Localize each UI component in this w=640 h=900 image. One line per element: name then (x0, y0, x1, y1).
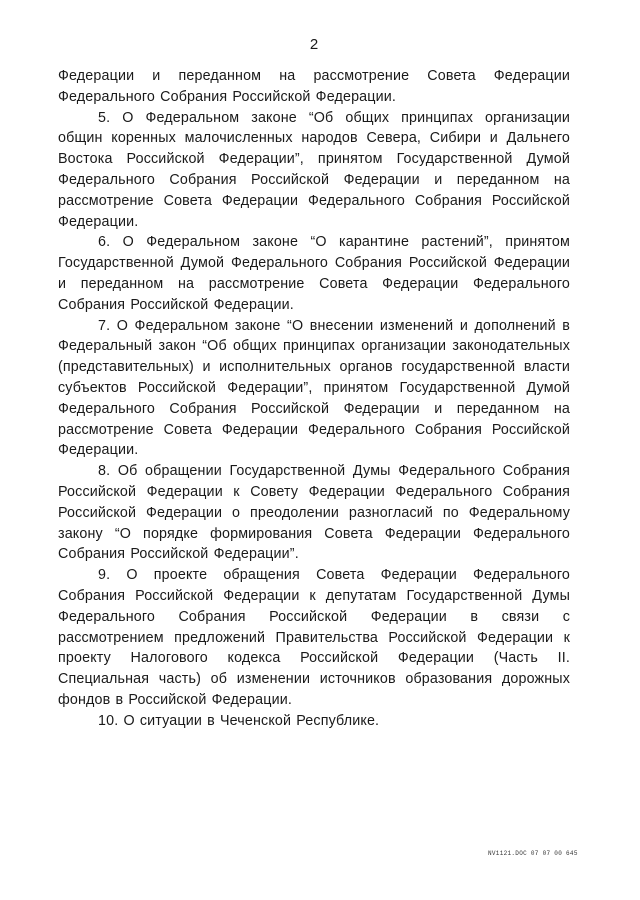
page-number: 2 (309, 36, 319, 53)
agenda-item-6: 6. О Федеральном законе “О карантине растений”, принятом Государственной Думой Федерального Собрания Российской Федерации и переданном на рассмотрение Совета Федерации Федерального Собрания Российской Федерации. (58, 234, 570, 313)
agenda-item-10: 10. О ситуации в Чеченской Республике. (98, 712, 380, 729)
document-file-code: NV1121.DOC 07 07 00 645 (488, 850, 578, 857)
agenda-item-9: 9. О проекте обращения Совета Федерации Федерального Собрания Российской Федерации к депутатам Государственной Думы Федерального Собрания Российской Федерации в связи с рассмотрением предложений Правительства Российской Федерации к проекту Налогового кодекса Российской Федерации (Часть II. Специальная часть) об изменении источников образования дорожных фондов в Российской Федерации. (58, 567, 570, 708)
agenda-item-5: 5. О Федеральном законе “Об общих принципах организации общин коренных малочисленных народов Севера, Сибири и Дальнего Востока Российской Федерации”, принятом Государственной Думой Федерального Собрания Российской Федерации и переданном на рассмотрение Совета Федерации Федерального Собрания Российской Федерации. (58, 109, 570, 230)
agenda-item-8: 8. Об обращении Государственной Думы Федерального Собрания Российской Федерации к Совету Федерации Федерального Собрания Российской Федерации о преодолении разногласий по Федеральному закону “О порядке формирования Совета Федерации Федерального Собрания Российской Федерации”. (58, 463, 570, 563)
document-body (58, 66, 570, 732)
paragraph-continuation: Федерации и переданном на рассмотрение Совета Федерации Федерального Собрания Российской Федерации. (58, 68, 570, 105)
agenda-item-7: 7. О Федеральном законе “О внесении изменений и дополнений в Федеральный закон “Об общих принципах организации законодательных (представительных) и исполнительных органов государственной власти субъектов Российской Федерации”, принятом Государственной Думой Федерального Собрания Российской Федерации и переданном на рассмотрение Совета Федерации Федерального Собрания Российской Федерации. (58, 317, 570, 459)
